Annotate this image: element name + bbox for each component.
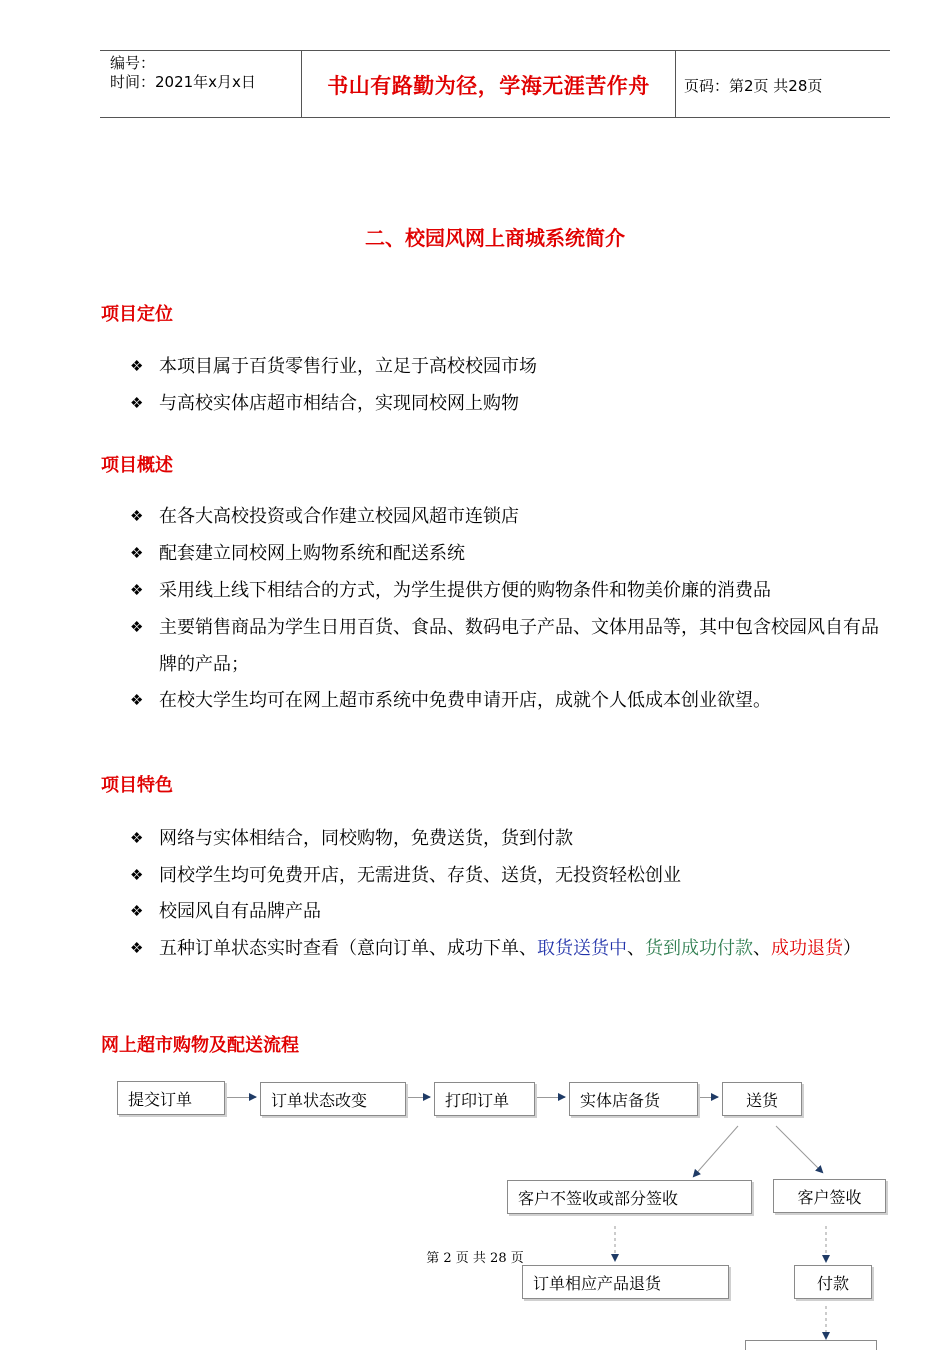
list-item: ❖ 配套建立同校网上购物系统和配送系统: [130, 535, 895, 572]
diamond-bullet-icon: ❖: [130, 507, 144, 525]
header-motto: 书山有路勤为径，学海无涯苦作舟: [327, 74, 650, 98]
status-paid-on-delivery: 货到成功付款: [645, 938, 753, 959]
diamond-bullet-icon: ❖: [130, 618, 144, 636]
diamond-bullet-icon: ❖: [130, 939, 144, 957]
diamond-bullet-icon: ❖: [130, 544, 144, 562]
diamond-bullet-icon: ❖: [130, 394, 144, 412]
document-number: 编号：: [110, 54, 156, 72]
arrow-icon: [776, 1126, 822, 1172]
flow-step-signed: 客户签收: [773, 1179, 886, 1213]
diamond-bullet-icon: ❖: [130, 581, 144, 599]
flow-step-payment: 付款: [794, 1265, 872, 1299]
document-time: 时间：2021年x月x日: [110, 73, 256, 91]
list-item: ❖ 校园风自有品牌产品: [130, 893, 895, 930]
diamond-bullet-icon: ❖: [130, 829, 144, 847]
flow-step-delivery: 送货: [722, 1082, 802, 1116]
flow-step-print-order: 打印订单: [434, 1082, 535, 1116]
list-item: ❖ 在校大学生均可在网上超市系统中免费申请开店，成就个人低成本创业欲望。: [130, 682, 895, 719]
diamond-bullet-icon: ❖: [130, 357, 144, 375]
page-title: 二、校园风网上商城系统简介: [365, 226, 625, 250]
status-returned: 成功退货: [771, 938, 843, 959]
list-item: ❖ 与高校实体店超市相结合，实现同校网上购物: [130, 385, 895, 422]
section-heading-flow: 网上超市购物及配送流程: [101, 1035, 299, 1056]
page-footer: 第 2 页 共 28 页: [426, 1251, 524, 1266]
list-item: ❖ 在各大高校投资或合作建立校园风超市连锁店: [130, 498, 895, 535]
section-heading-positioning: 项目定位: [101, 304, 173, 325]
list-item-order-status: ❖ 五种订单状态实时查看（意向订单、成功下单、取货送货中、货到成功付款、成功退货）: [130, 930, 895, 967]
flow-step-return-goods: 订单相应产品退货: [522, 1265, 729, 1299]
list-item: ❖ 采用线上线下相结合的方式，为学生提供方便的购物条件和物美价廉的消费品: [130, 572, 895, 609]
list-item: ❖ 同校学生均可免费开店，无需进货、存货、送货，无投资轻松创业: [130, 857, 895, 894]
status-in-delivery: 取货送货中: [537, 938, 627, 959]
flow-step-store-prepare: 实体店备货: [569, 1082, 698, 1116]
page-indicator: 页码：第2页 共28页: [684, 77, 823, 95]
arrow-icon: [694, 1126, 738, 1176]
diamond-bullet-icon: ❖: [130, 691, 144, 709]
flow-step-submit-order: 提交订单: [117, 1081, 225, 1115]
diamond-bullet-icon: ❖: [130, 866, 144, 884]
order-status-prefix: 五种订单状态实时查看（意向订单、成功下单、: [159, 938, 537, 959]
list-item: ❖ 本项目属于百货零售行业，立足于高校校园市场: [130, 348, 895, 385]
list-item: ❖ 主要销售商品为学生日用百货、食品、数码电子产品、文体用品等，其中包含校园风自有品牌的产品；: [130, 609, 895, 683]
section-heading-features: 项目特色: [101, 775, 173, 796]
diamond-bullet-icon: ❖: [130, 902, 144, 920]
flow-step-not-signed: 客户不签收或部分签收: [507, 1180, 752, 1214]
flow-step-status-change: 订单状态改变: [260, 1082, 406, 1116]
section-heading-overview: 项目概述: [101, 455, 173, 476]
list-item: ❖ 网络与实体相结合，同校购物，免费送货，货到付款: [130, 820, 895, 857]
